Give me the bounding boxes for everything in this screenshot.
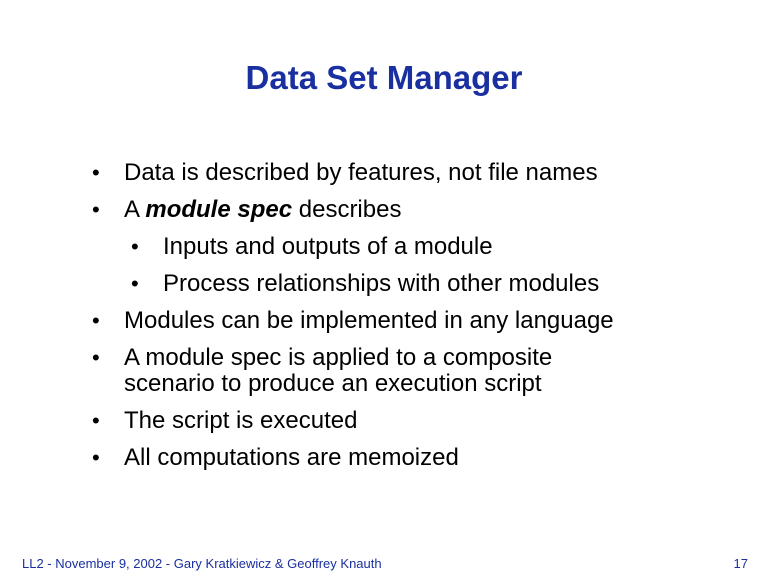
bullet-text-prefix: A (124, 196, 146, 223)
bullet-text: All computations are memoized (124, 444, 459, 471)
bullet-text: The script is executed (124, 407, 358, 434)
bullet-item (0, 160, 768, 186)
bullet-item (0, 408, 768, 434)
bullet-item (0, 345, 768, 397)
bullet-text: Data is described by features, not file names (124, 159, 598, 186)
bullet-icon: • (92, 345, 100, 370)
bullet-icon: • (92, 197, 100, 222)
bullet-icon: • (92, 308, 100, 333)
sub-bullet-text: Inputs and outputs of a module (163, 233, 493, 260)
bullet-item (0, 308, 768, 334)
bullet-icon: • (92, 160, 100, 185)
bullet-item (0, 445, 768, 471)
page-number: 17 (733, 556, 748, 571)
emphasized-term: module spec (145, 196, 293, 223)
bullet-text-line-1: A module spec is applied to a composite (124, 344, 553, 371)
bullet-list (0, 160, 768, 482)
bullet-text-line-2: scenario to produce an execution script (124, 370, 542, 397)
bullet-text: Modules can be implemented in any language (124, 307, 614, 334)
bullet-text-suffix: describes (292, 196, 402, 223)
bullet-item (0, 197, 768, 223)
bullet-icon: • (131, 271, 139, 296)
bullet-icon: • (131, 234, 139, 259)
sub-bullet-item (0, 271, 768, 297)
footer-credit: LL2 - November 9, 2002 - Gary Kratkiewicz & Geoffrey Knauth (22, 556, 382, 571)
slide-title: Data Set Manager (245, 59, 523, 96)
bullet-icon: • (92, 445, 100, 470)
bullet-icon: • (92, 408, 100, 433)
sub-bullet-text: Process relationships with other modules (163, 270, 600, 297)
sub-bullet-item (0, 234, 768, 260)
